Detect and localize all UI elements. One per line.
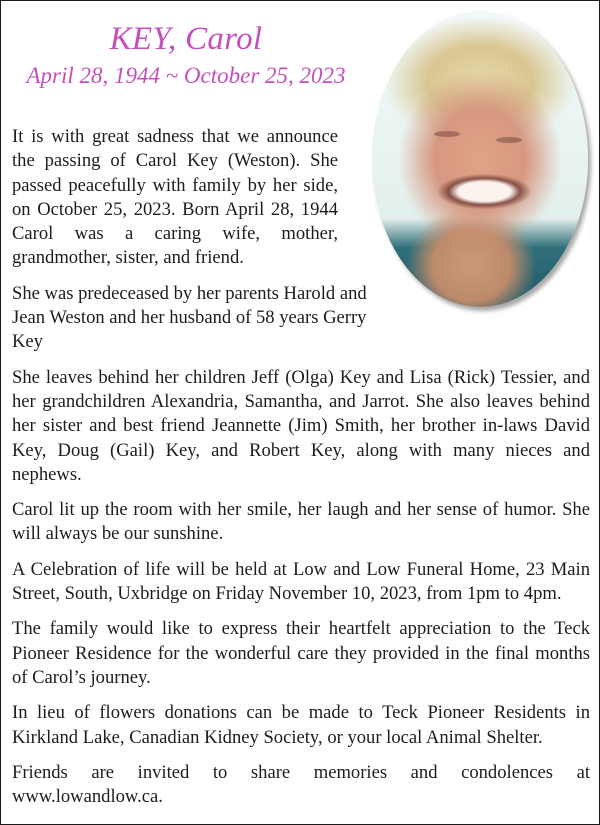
obituary-body <box>12 125 590 820</box>
paragraph-donations: In lieu of flowers donations can be made to Teck Pioneer Residents in Kirkland Lake, Canadian Kidney Society, or your local Animal Shelter. <box>12 702 590 748</box>
paragraph-predeceased: She was predeceased by her parents Harold and Jean Weston and her husband of 58 years Gerry Key <box>12 282 367 353</box>
paragraph-announcement: It is with great sadness that we announce the passing of Carol Key (Weston). She passed peacefully with family by her side, on October 25, 2023. Born April 28, 1944 Carol was a caring wife, mother, grandmother, sister, and friend. <box>12 126 338 269</box>
paragraph-sunshine: Carol lit up the room with her smile, her laugh and her sense of humor. She will always be our sunshine. <box>12 499 590 545</box>
paragraph-survivors: She leaves behind her children Jeff (Olga) Key and Lisa (Rick) Tessier, and her grandchildren Alexandria, Samantha, and Jarrot. She also leaves behind her sister and best friend Jeannette (Jim) Smith, her brother in-laws David Key, Doug (Gail) Key, and Robert Key, along with many nieces and nephews. <box>12 366 590 485</box>
paragraph-celebration-of-life: A Celebration of life will be held at Low and Low Funeral Home, 23 Main Street, South, Uxbridge on Friday November 10, 2023, from 1pm to 4pm. <box>12 558 590 605</box>
paragraph-appreciation: The family would like to express their heartfelt appreciation to the Teck Pioneer Residence for the wonderful care they provided in the final months of Carol’s journey. <box>12 618 590 688</box>
obituary-name-heading: KEY, Carol <box>109 21 263 57</box>
life-dates: April 28, 1944 ~ October 25, 2023 <box>26 63 346 88</box>
paragraph-condolences: Friends are invited to share memories and condolences at www.lowandlow.ca. <box>12 761 590 808</box>
